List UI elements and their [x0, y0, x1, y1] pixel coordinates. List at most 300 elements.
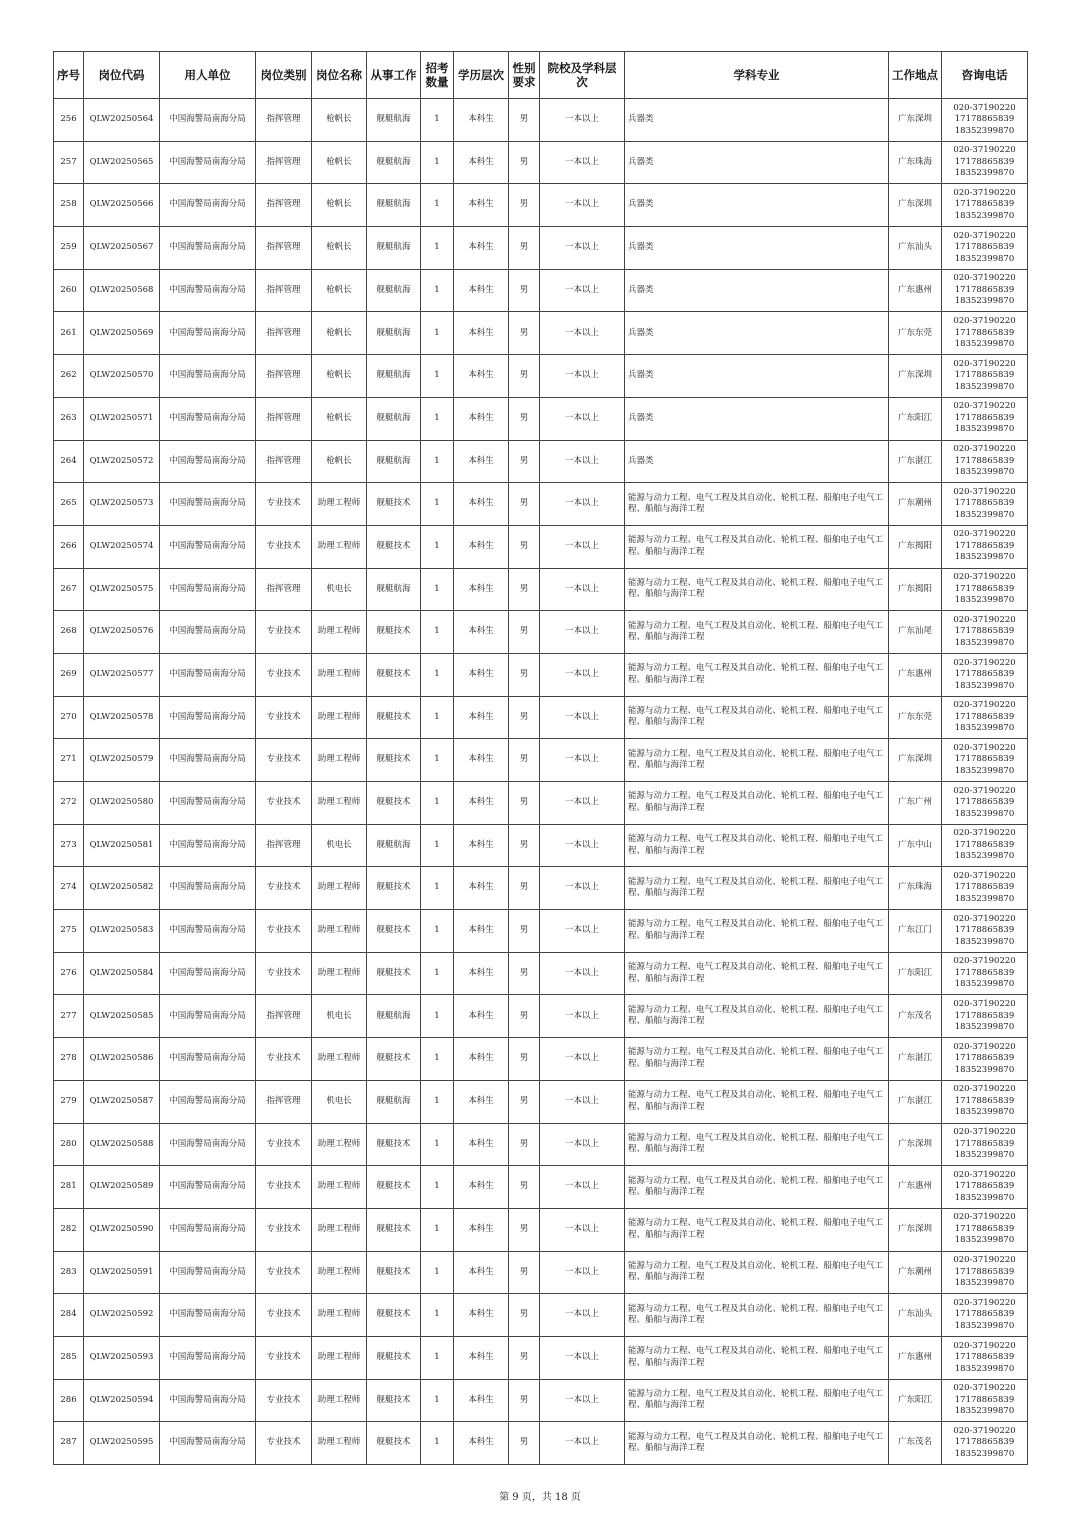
- contact-phone-cell: 020-37190220 17178865839 18352399870: [942, 696, 1028, 739]
- position-category-cell: 专业技术: [256, 910, 312, 953]
- quota-cell: 1: [421, 568, 454, 611]
- majors-cell: 兵器类: [625, 312, 889, 355]
- position-code-cell: QLW20250591: [84, 1251, 160, 1294]
- position-category-cell: 专业技术: [256, 611, 312, 654]
- work-location-cell: 广东阳江: [889, 397, 942, 440]
- employer-cell: 中国海警局南海分局: [160, 1379, 256, 1422]
- table-row: [54, 227, 1028, 270]
- school-level-cell: 一本以上: [540, 227, 625, 270]
- table-row: [54, 440, 1028, 483]
- school-level-cell: 一本以上: [540, 440, 625, 483]
- work-type-cell: 舰艇技术: [367, 1294, 421, 1337]
- gender-requirement-cell: 男: [509, 1336, 540, 1379]
- work-type-cell: 舰艇航海: [367, 440, 421, 483]
- table-row: [54, 312, 1028, 355]
- education-level-cell: 本科生: [454, 525, 509, 568]
- work-location-cell: 广东珠海: [889, 141, 942, 184]
- employer-cell: 中国海警局南海分局: [160, 483, 256, 526]
- employer-cell: 中国海警局南海分局: [160, 568, 256, 611]
- position-code-cell: QLW20250578: [84, 696, 160, 739]
- majors-cell: 能源与动力工程、电气工程及其自动化、轮机工程、船舶电子电气工程、船舶与海洋工程: [625, 568, 889, 611]
- gender-requirement-cell: 男: [509, 696, 540, 739]
- header-cell: 性别 要求: [509, 52, 540, 99]
- row-number-cell: 256: [54, 99, 84, 142]
- position-code-cell: QLW20250570: [84, 355, 160, 398]
- header-cell: 序号: [54, 52, 84, 99]
- work-location-cell: 广东深圳: [889, 355, 942, 398]
- school-level-cell: 一本以上: [540, 696, 625, 739]
- position-name-cell: 枪帆长: [312, 355, 367, 398]
- gender-requirement-cell: 男: [509, 440, 540, 483]
- school-level-cell: 一本以上: [540, 184, 625, 227]
- position-name-cell: 机电长: [312, 824, 367, 867]
- table-header-row: [54, 52, 1028, 99]
- contact-phone-cell: 020-37190220 17178865839 18352399870: [942, 1422, 1028, 1465]
- quota-cell: 1: [421, 1422, 454, 1465]
- table-row: [54, 995, 1028, 1038]
- row-number-cell: 281: [54, 1166, 84, 1209]
- position-code-cell: QLW20250581: [84, 824, 160, 867]
- education-level-cell: 本科生: [454, 99, 509, 142]
- position-code-cell: QLW20250587: [84, 1080, 160, 1123]
- work-location-cell: 广东中山: [889, 824, 942, 867]
- position-code-cell: QLW20250577: [84, 653, 160, 696]
- position-name-cell: 助理工程师: [312, 782, 367, 825]
- work-type-cell: 舰艇航海: [367, 227, 421, 270]
- row-number-cell: 286: [54, 1379, 84, 1422]
- employer-cell: 中国海警局南海分局: [160, 1038, 256, 1081]
- table-row: [54, 1080, 1028, 1123]
- work-location-cell: 广东茂名: [889, 1422, 942, 1465]
- table-row: [54, 696, 1028, 739]
- education-level-cell: 本科生: [454, 312, 509, 355]
- contact-phone-cell: 020-37190220 17178865839 18352399870: [942, 611, 1028, 654]
- gender-requirement-cell: 男: [509, 824, 540, 867]
- employer-cell: 中国海警局南海分局: [160, 653, 256, 696]
- employer-cell: 中国海警局南海分局: [160, 525, 256, 568]
- position-name-cell: 助理工程师: [312, 1166, 367, 1209]
- quota-cell: 1: [421, 739, 454, 782]
- majors-cell: 能源与动力工程、电气工程及其自动化、轮机工程、船舶电子电气工程、船舶与海洋工程: [625, 739, 889, 782]
- table-row: [54, 525, 1028, 568]
- education-level-cell: 本科生: [454, 782, 509, 825]
- quota-cell: 1: [421, 184, 454, 227]
- school-level-cell: 一本以上: [540, 1251, 625, 1294]
- table-body: [54, 99, 1028, 1465]
- position-category-cell: 专业技术: [256, 782, 312, 825]
- position-category-cell: 专业技术: [256, 1251, 312, 1294]
- table-row: [54, 269, 1028, 312]
- employer-cell: 中国海警局南海分局: [160, 440, 256, 483]
- employer-cell: 中国海警局南海分局: [160, 355, 256, 398]
- position-code-cell: QLW20250588: [84, 1123, 160, 1166]
- gender-requirement-cell: 男: [509, 99, 540, 142]
- contact-phone-cell: 020-37190220 17178865839 18352399870: [942, 1080, 1028, 1123]
- position-name-cell: 助理工程师: [312, 1336, 367, 1379]
- majors-cell: 兵器类: [625, 99, 889, 142]
- position-name-cell: 助理工程师: [312, 483, 367, 526]
- position-name-cell: 助理工程师: [312, 910, 367, 953]
- school-level-cell: 一本以上: [540, 483, 625, 526]
- row-number-cell: 278: [54, 1038, 84, 1081]
- work-location-cell: 广东汕头: [889, 227, 942, 270]
- work-location-cell: 广东惠州: [889, 1166, 942, 1209]
- work-type-cell: 舰艇航海: [367, 995, 421, 1038]
- gender-requirement-cell: 男: [509, 995, 540, 1038]
- row-number-cell: 265: [54, 483, 84, 526]
- majors-cell: 兵器类: [625, 227, 889, 270]
- position-code-cell: QLW20250594: [84, 1379, 160, 1422]
- employer-cell: 中国海警局南海分局: [160, 824, 256, 867]
- position-code-cell: QLW20250592: [84, 1294, 160, 1337]
- gender-requirement-cell: 男: [509, 910, 540, 953]
- quota-cell: 1: [421, 782, 454, 825]
- education-level-cell: 本科生: [454, 568, 509, 611]
- work-type-cell: 舰艇航海: [367, 99, 421, 142]
- education-level-cell: 本科生: [454, 483, 509, 526]
- position-code-cell: QLW20250580: [84, 782, 160, 825]
- gender-requirement-cell: 男: [509, 227, 540, 270]
- majors-cell: 兵器类: [625, 355, 889, 398]
- quota-cell: 1: [421, 525, 454, 568]
- position-name-cell: 助理工程师: [312, 739, 367, 782]
- majors-cell: 能源与动力工程、电气工程及其自动化、轮机工程、船舶电子电气工程、船舶与海洋工程: [625, 1208, 889, 1251]
- education-level-cell: 本科生: [454, 1080, 509, 1123]
- row-number-cell: 276: [54, 952, 84, 995]
- position-category-cell: 专业技术: [256, 1294, 312, 1337]
- row-number-cell: 272: [54, 782, 84, 825]
- work-location-cell: 广东湛江: [889, 1038, 942, 1081]
- education-level-cell: 本科生: [454, 867, 509, 910]
- row-number-cell: 260: [54, 269, 84, 312]
- employer-cell: 中国海警局南海分局: [160, 1422, 256, 1465]
- row-number-cell: 258: [54, 184, 84, 227]
- contact-phone-cell: 020-37190220 17178865839 18352399870: [942, 269, 1028, 312]
- work-location-cell: 广东东莞: [889, 696, 942, 739]
- position-name-cell: 助理工程师: [312, 1208, 367, 1251]
- gender-requirement-cell: 男: [509, 141, 540, 184]
- work-type-cell: 舰艇技术: [367, 1251, 421, 1294]
- employer-cell: 中国海警局南海分局: [160, 269, 256, 312]
- school-level-cell: 一本以上: [540, 867, 625, 910]
- position-category-cell: 专业技术: [256, 952, 312, 995]
- quota-cell: 1: [421, 483, 454, 526]
- position-name-cell: 枪帆长: [312, 184, 367, 227]
- row-number-cell: 280: [54, 1123, 84, 1166]
- row-number-cell: 270: [54, 696, 84, 739]
- quota-cell: 1: [421, 269, 454, 312]
- school-level-cell: 一本以上: [540, 611, 625, 654]
- school-level-cell: 一本以上: [540, 525, 625, 568]
- table-row: [54, 1038, 1028, 1081]
- work-type-cell: 舰艇技术: [367, 782, 421, 825]
- education-level-cell: 本科生: [454, 184, 509, 227]
- position-category-cell: 专业技术: [256, 1208, 312, 1251]
- quota-cell: 1: [421, 1336, 454, 1379]
- work-type-cell: 舰艇航海: [367, 355, 421, 398]
- work-type-cell: 舰艇航海: [367, 141, 421, 184]
- quota-cell: 1: [421, 1208, 454, 1251]
- contact-phone-cell: 020-37190220 17178865839 18352399870: [942, 1251, 1028, 1294]
- work-location-cell: 广东深圳: [889, 99, 942, 142]
- employer-cell: 中国海警局南海分局: [160, 1123, 256, 1166]
- position-code-cell: QLW20250567: [84, 227, 160, 270]
- gender-requirement-cell: 男: [509, 952, 540, 995]
- employer-cell: 中国海警局南海分局: [160, 1208, 256, 1251]
- quota-cell: 1: [421, 99, 454, 142]
- employer-cell: 中国海警局南海分局: [160, 696, 256, 739]
- majors-cell: 能源与动力工程、电气工程及其自动化、轮机工程、船舶电子电气工程、船舶与海洋工程: [625, 952, 889, 995]
- work-location-cell: 广东珠海: [889, 867, 942, 910]
- contact-phone-cell: 020-37190220 17178865839 18352399870: [942, 1379, 1028, 1422]
- table-row: [54, 397, 1028, 440]
- school-level-cell: 一本以上: [540, 995, 625, 1038]
- employer-cell: 中国海警局南海分局: [160, 739, 256, 782]
- gender-requirement-cell: 男: [509, 782, 540, 825]
- table-row: [54, 782, 1028, 825]
- employer-cell: 中国海警局南海分局: [160, 611, 256, 654]
- work-location-cell: 广东湛江: [889, 1080, 942, 1123]
- position-code-cell: QLW20250576: [84, 611, 160, 654]
- gender-requirement-cell: 男: [509, 653, 540, 696]
- work-type-cell: 舰艇技术: [367, 1123, 421, 1166]
- school-level-cell: 一本以上: [540, 1294, 625, 1337]
- employer-cell: 中国海警局南海分局: [160, 1251, 256, 1294]
- school-level-cell: 一本以上: [540, 952, 625, 995]
- quota-cell: 1: [421, 995, 454, 1038]
- work-type-cell: 舰艇航海: [367, 1080, 421, 1123]
- majors-cell: 能源与动力工程、电气工程及其自动化、轮机工程、船舶电子电气工程、船舶与海洋工程: [625, 1422, 889, 1465]
- education-level-cell: 本科生: [454, 1166, 509, 1209]
- table-row: [54, 910, 1028, 953]
- table-row: [54, 1123, 1028, 1166]
- school-level-cell: 一本以上: [540, 653, 625, 696]
- position-name-cell: 枪帆长: [312, 440, 367, 483]
- work-location-cell: 广东汕头: [889, 1294, 942, 1337]
- position-name-cell: 助理工程师: [312, 1379, 367, 1422]
- position-name-cell: 助理工程师: [312, 1294, 367, 1337]
- position-category-cell: 指挥管理: [256, 397, 312, 440]
- education-level-cell: 本科生: [454, 141, 509, 184]
- row-number-cell: 268: [54, 611, 84, 654]
- gender-requirement-cell: 男: [509, 568, 540, 611]
- work-location-cell: 广东茂名: [889, 995, 942, 1038]
- position-code-cell: QLW20250586: [84, 1038, 160, 1081]
- school-level-cell: 一本以上: [540, 1038, 625, 1081]
- education-level-cell: 本科生: [454, 1422, 509, 1465]
- gender-requirement-cell: 男: [509, 1208, 540, 1251]
- majors-cell: 能源与动力工程、电气工程及其自动化、轮机工程、船舶电子电气工程、船舶与海洋工程: [625, 653, 889, 696]
- education-level-cell: 本科生: [454, 269, 509, 312]
- table-row: [54, 1251, 1028, 1294]
- position-category-cell: 专业技术: [256, 1336, 312, 1379]
- school-level-cell: 一本以上: [540, 910, 625, 953]
- work-type-cell: 舰艇技术: [367, 525, 421, 568]
- position-code-cell: QLW20250569: [84, 312, 160, 355]
- position-name-cell: 枪帆长: [312, 397, 367, 440]
- work-type-cell: 舰艇航海: [367, 312, 421, 355]
- contact-phone-cell: 020-37190220 17178865839 18352399870: [942, 227, 1028, 270]
- employer-cell: 中国海警局南海分局: [160, 184, 256, 227]
- position-category-cell: 指挥管理: [256, 269, 312, 312]
- position-code-cell: QLW20250573: [84, 483, 160, 526]
- quota-cell: 1: [421, 1038, 454, 1081]
- position-name-cell: 助理工程师: [312, 525, 367, 568]
- position-code-cell: QLW20250584: [84, 952, 160, 995]
- contact-phone-cell: 020-37190220 17178865839 18352399870: [942, 1294, 1028, 1337]
- position-category-cell: 指挥管理: [256, 312, 312, 355]
- position-name-cell: 机电长: [312, 1080, 367, 1123]
- row-number-cell: 279: [54, 1080, 84, 1123]
- education-level-cell: 本科生: [454, 440, 509, 483]
- contact-phone-cell: 020-37190220 17178865839 18352399870: [942, 525, 1028, 568]
- table-row: [54, 184, 1028, 227]
- school-level-cell: 一本以上: [540, 568, 625, 611]
- employer-cell: 中国海警局南海分局: [160, 782, 256, 825]
- position-code-cell: QLW20250575: [84, 568, 160, 611]
- table-row: [54, 355, 1028, 398]
- education-level-cell: 本科生: [454, 995, 509, 1038]
- position-name-cell: 助理工程师: [312, 1038, 367, 1081]
- position-code-cell: QLW20250568: [84, 269, 160, 312]
- work-location-cell: 广东潮州: [889, 483, 942, 526]
- quota-cell: 1: [421, 355, 454, 398]
- table-row: [54, 1294, 1028, 1337]
- gender-requirement-cell: 男: [509, 1294, 540, 1337]
- contact-phone-cell: 020-37190220 17178865839 18352399870: [942, 141, 1028, 184]
- row-number-cell: 285: [54, 1336, 84, 1379]
- education-level-cell: 本科生: [454, 824, 509, 867]
- position-code-cell: QLW20250571: [84, 397, 160, 440]
- work-type-cell: 舰艇技术: [367, 1379, 421, 1422]
- header-cell: 从事工作: [367, 52, 421, 99]
- work-type-cell: 舰艇技术: [367, 739, 421, 782]
- row-number-cell: 287: [54, 1422, 84, 1465]
- education-level-cell: 本科生: [454, 952, 509, 995]
- school-level-cell: 一本以上: [540, 1166, 625, 1209]
- position-code-cell: QLW20250565: [84, 141, 160, 184]
- school-level-cell: 一本以上: [540, 269, 625, 312]
- employer-cell: 中国海警局南海分局: [160, 910, 256, 953]
- majors-cell: 能源与动力工程、电气工程及其自动化、轮机工程、船舶电子电气工程、船舶与海洋工程: [625, 1294, 889, 1337]
- table-row: [54, 952, 1028, 995]
- table-row: [54, 99, 1028, 142]
- work-location-cell: 广东潮州: [889, 1251, 942, 1294]
- education-level-cell: 本科生: [454, 1208, 509, 1251]
- work-type-cell: 舰艇技术: [367, 483, 421, 526]
- contact-phone-cell: 020-37190220 17178865839 18352399870: [942, 653, 1028, 696]
- quota-cell: 1: [421, 653, 454, 696]
- work-location-cell: 广东阳江: [889, 952, 942, 995]
- table-row: [54, 1336, 1028, 1379]
- work-type-cell: 舰艇技术: [367, 611, 421, 654]
- contact-phone-cell: 020-37190220 17178865839 18352399870: [942, 355, 1028, 398]
- gender-requirement-cell: 男: [509, 312, 540, 355]
- position-category-cell: 专业技术: [256, 867, 312, 910]
- education-level-cell: 本科生: [454, 653, 509, 696]
- table-row: [54, 867, 1028, 910]
- quota-cell: 1: [421, 824, 454, 867]
- contact-phone-cell: 020-37190220 17178865839 18352399870: [942, 568, 1028, 611]
- contact-phone-cell: 020-37190220 17178865839 18352399870: [942, 910, 1028, 953]
- job-positions-table: [53, 51, 1028, 1465]
- table-row: [54, 739, 1028, 782]
- work-type-cell: 舰艇技术: [367, 1336, 421, 1379]
- employer-cell: 中国海警局南海分局: [160, 952, 256, 995]
- position-category-cell: 指挥管理: [256, 184, 312, 227]
- position-category-cell: 指挥管理: [256, 1080, 312, 1123]
- contact-phone-cell: 020-37190220 17178865839 18352399870: [942, 1123, 1028, 1166]
- school-level-cell: 一本以上: [540, 312, 625, 355]
- header-cell: 院校及学科层次: [540, 52, 625, 99]
- table-row: [54, 824, 1028, 867]
- row-number-cell: 257: [54, 141, 84, 184]
- work-type-cell: 舰艇技术: [367, 1038, 421, 1081]
- gender-requirement-cell: 男: [509, 525, 540, 568]
- position-code-cell: QLW20250585: [84, 995, 160, 1038]
- gender-requirement-cell: 男: [509, 739, 540, 782]
- position-category-cell: 指挥管理: [256, 99, 312, 142]
- position-category-cell: 指挥管理: [256, 995, 312, 1038]
- work-type-cell: 舰艇航海: [367, 269, 421, 312]
- position-category-cell: 专业技术: [256, 696, 312, 739]
- work-location-cell: 广东深圳: [889, 739, 942, 782]
- school-level-cell: 一本以上: [540, 1123, 625, 1166]
- position-category-cell: 专业技术: [256, 1379, 312, 1422]
- school-level-cell: 一本以上: [540, 1336, 625, 1379]
- position-code-cell: QLW20250593: [84, 1336, 160, 1379]
- gender-requirement-cell: 男: [509, 1123, 540, 1166]
- school-level-cell: 一本以上: [540, 1379, 625, 1422]
- work-location-cell: 广东湛江: [889, 440, 942, 483]
- work-location-cell: 广东惠州: [889, 1336, 942, 1379]
- contact-phone-cell: 020-37190220 17178865839 18352399870: [942, 1336, 1028, 1379]
- work-location-cell: 广东深圳: [889, 1208, 942, 1251]
- work-type-cell: 舰艇技术: [367, 1208, 421, 1251]
- row-number-cell: 264: [54, 440, 84, 483]
- gender-requirement-cell: 男: [509, 397, 540, 440]
- education-level-cell: 本科生: [454, 1038, 509, 1081]
- row-number-cell: 259: [54, 227, 84, 270]
- contact-phone-cell: 020-37190220 17178865839 18352399870: [942, 1038, 1028, 1081]
- header-cell: 用人单位: [160, 52, 256, 99]
- position-name-cell: 助理工程师: [312, 867, 367, 910]
- position-category-cell: 指挥管理: [256, 568, 312, 611]
- majors-cell: 能源与动力工程、电气工程及其自动化、轮机工程、船舶电子电气工程、船舶与海洋工程: [625, 1379, 889, 1422]
- table-row: [54, 653, 1028, 696]
- position-category-cell: 专业技术: [256, 1422, 312, 1465]
- majors-cell: 能源与动力工程、电气工程及其自动化、轮机工程、船舶电子电气工程、船舶与海洋工程: [625, 1080, 889, 1123]
- position-name-cell: 助理工程师: [312, 1123, 367, 1166]
- majors-cell: 兵器类: [625, 184, 889, 227]
- quota-cell: 1: [421, 141, 454, 184]
- majors-cell: 兵器类: [625, 440, 889, 483]
- majors-cell: 能源与动力工程、电气工程及其自动化、轮机工程、船舶电子电气工程、船舶与海洋工程: [625, 1336, 889, 1379]
- position-category-cell: 指挥管理: [256, 440, 312, 483]
- work-type-cell: 舰艇航海: [367, 184, 421, 227]
- majors-cell: 兵器类: [625, 269, 889, 312]
- row-number-cell: 263: [54, 397, 84, 440]
- header-cell: 咨询电话: [942, 52, 1028, 99]
- contact-phone-cell: 020-37190220 17178865839 18352399870: [942, 312, 1028, 355]
- page-footer: 第 9 页，共 18 页: [499, 1492, 581, 1503]
- work-type-cell: 舰艇技术: [367, 952, 421, 995]
- work-location-cell: 广东广州: [889, 782, 942, 825]
- majors-cell: 能源与动力工程、电气工程及其自动化、轮机工程、船舶电子电气工程、船舶与海洋工程: [625, 782, 889, 825]
- table-row: [54, 1379, 1028, 1422]
- contact-phone-cell: 020-37190220 17178865839 18352399870: [942, 824, 1028, 867]
- gender-requirement-cell: 男: [509, 483, 540, 526]
